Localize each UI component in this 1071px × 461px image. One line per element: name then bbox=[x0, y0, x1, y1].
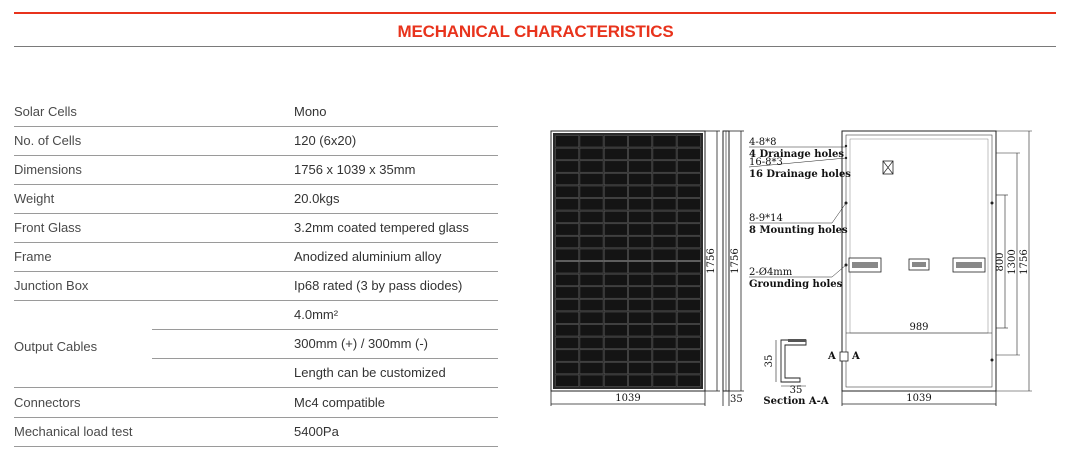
svg-text:16-8*3: 16-8*3 bbox=[749, 157, 783, 168]
spec-label: Junction Box bbox=[14, 278, 89, 293]
solar-cell bbox=[677, 249, 700, 260]
solar-cell bbox=[604, 161, 627, 172]
spec-label: Dimensions bbox=[14, 162, 82, 177]
solar-cell bbox=[604, 325, 627, 336]
front-view bbox=[551, 131, 705, 391]
solar-cell bbox=[604, 173, 627, 184]
solar-cell bbox=[556, 362, 579, 373]
solar-cell bbox=[653, 211, 676, 222]
front-width-dim: 1039 bbox=[615, 393, 641, 404]
solar-cell bbox=[629, 312, 652, 323]
solar-cell bbox=[653, 161, 676, 172]
solar-cell bbox=[580, 249, 603, 260]
solar-cell bbox=[653, 148, 676, 159]
back-view bbox=[842, 131, 996, 391]
back-dim-989: 989 bbox=[909, 322, 929, 333]
solar-cell bbox=[556, 211, 579, 222]
solar-cell bbox=[556, 287, 579, 298]
solar-cell bbox=[556, 173, 579, 184]
solar-cell bbox=[580, 148, 603, 159]
solar-cell bbox=[629, 262, 652, 273]
solar-cell bbox=[629, 173, 652, 184]
solar-cell bbox=[604, 299, 627, 310]
spec-label: Mechanical load test bbox=[14, 424, 133, 439]
solar-cell bbox=[604, 350, 627, 361]
solar-cell bbox=[629, 211, 652, 222]
solar-cell bbox=[653, 350, 676, 361]
solar-cell bbox=[677, 186, 700, 197]
solar-cell bbox=[556, 299, 579, 310]
spec-value: 300mm (+) / 300mm (-) bbox=[294, 336, 428, 351]
solar-cell bbox=[580, 161, 603, 172]
solar-cell bbox=[677, 211, 700, 222]
solar-cell bbox=[556, 236, 579, 247]
solar-cell bbox=[604, 362, 627, 373]
solar-cell bbox=[629, 236, 652, 247]
solar-cell bbox=[629, 161, 652, 172]
solar-cell bbox=[580, 262, 603, 273]
back-dim-1756: 1756 bbox=[1019, 249, 1030, 275]
solar-cell bbox=[629, 199, 652, 210]
back-dim-1300: 1300 bbox=[1007, 249, 1018, 275]
callout-drainage-b bbox=[749, 157, 851, 180]
solar-cell bbox=[604, 211, 627, 222]
solar-cell bbox=[677, 337, 700, 348]
spec-value: 3.2mm coated tempered glass bbox=[294, 220, 469, 235]
solar-cell bbox=[604, 148, 627, 159]
solar-cell bbox=[677, 136, 700, 147]
solar-cell bbox=[604, 199, 627, 210]
solar-cell bbox=[653, 224, 676, 235]
solar-cell bbox=[604, 224, 627, 235]
solar-cell bbox=[677, 325, 700, 336]
solar-cell bbox=[580, 337, 603, 348]
spec-value: Length can be customized bbox=[294, 365, 446, 380]
svg-text:8-9*14: 8-9*14 bbox=[749, 213, 783, 224]
solar-cell bbox=[604, 274, 627, 285]
spec-value: Anodized aluminium alloy bbox=[294, 249, 442, 264]
solar-cell bbox=[580, 299, 603, 310]
side-depth-dim: 35 bbox=[730, 394, 743, 405]
solar-cell bbox=[580, 173, 603, 184]
spec-value: 120 (6x20) bbox=[294, 133, 357, 148]
solar-cell bbox=[629, 274, 652, 285]
solar-cell bbox=[604, 375, 627, 386]
solar-cell bbox=[580, 287, 603, 298]
svg-text:8 Mounting holes: 8 Mounting holes bbox=[749, 225, 848, 236]
solar-cell bbox=[677, 350, 700, 361]
solar-cell bbox=[629, 362, 652, 373]
spec-value: 4.0mm² bbox=[294, 307, 339, 322]
section-label: Section A-A bbox=[763, 396, 829, 407]
callout-grounding bbox=[749, 265, 846, 290]
svg-text:4 Drainage holes: 4 Drainage holes bbox=[749, 149, 844, 160]
solar-cell bbox=[677, 199, 700, 210]
spec-value: 20.0kgs bbox=[294, 191, 340, 206]
spec-label: No. of Cells bbox=[14, 133, 82, 148]
solar-cell bbox=[580, 375, 603, 386]
solar-cell bbox=[604, 136, 627, 147]
solar-cell bbox=[653, 337, 676, 348]
solar-cell bbox=[653, 375, 676, 386]
spec-label: Front Glass bbox=[14, 220, 82, 235]
solar-cell bbox=[629, 287, 652, 298]
solar-cell bbox=[580, 136, 603, 147]
spec-value: Mono bbox=[294, 104, 327, 119]
solar-cell bbox=[677, 312, 700, 323]
svg-text:Grounding holes: Grounding holes bbox=[749, 279, 843, 290]
solar-cell bbox=[556, 148, 579, 159]
back-dim-1039: 1039 bbox=[906, 393, 932, 404]
side-view bbox=[723, 131, 729, 391]
solar-cell bbox=[556, 186, 579, 197]
svg-text:4-8*8: 4-8*8 bbox=[749, 137, 777, 148]
solar-cell bbox=[653, 262, 676, 273]
solar-cell bbox=[677, 299, 700, 310]
solar-cell bbox=[653, 362, 676, 373]
solar-cell bbox=[604, 262, 627, 273]
solar-cell bbox=[629, 350, 652, 361]
solar-cell bbox=[629, 337, 652, 348]
solar-cell bbox=[556, 136, 579, 147]
solar-cell bbox=[556, 375, 579, 386]
section-height-dim: 35 bbox=[764, 354, 775, 368]
solar-cell bbox=[629, 224, 652, 235]
solar-cell bbox=[556, 224, 579, 235]
section-width-dim: 35 bbox=[789, 385, 803, 396]
solar-cell bbox=[653, 312, 676, 323]
spec-value: Ip68 rated (3 by pass diodes) bbox=[294, 278, 463, 293]
solar-cell bbox=[556, 262, 579, 273]
solar-cell bbox=[604, 312, 627, 323]
solar-cell bbox=[556, 337, 579, 348]
spec-value: Mc4 compatible bbox=[294, 395, 386, 410]
callout-mounting bbox=[749, 203, 848, 236]
solar-cell bbox=[629, 148, 652, 159]
solar-cell bbox=[653, 249, 676, 260]
solar-cell bbox=[653, 199, 676, 210]
side-height-dim: 1756 bbox=[730, 248, 741, 274]
solar-cell bbox=[653, 186, 676, 197]
solar-cell bbox=[677, 262, 700, 273]
solar-cell bbox=[629, 249, 652, 260]
solar-cell bbox=[653, 173, 676, 184]
spec-label-output-cables: Output Cables bbox=[14, 339, 98, 354]
solar-cell bbox=[556, 249, 579, 260]
solar-cell bbox=[556, 312, 579, 323]
solar-cell bbox=[580, 186, 603, 197]
solar-cell bbox=[604, 236, 627, 247]
solar-cell bbox=[653, 325, 676, 336]
solar-cell bbox=[677, 161, 700, 172]
solar-cell bbox=[677, 274, 700, 285]
solar-cell bbox=[604, 287, 627, 298]
solar-cell bbox=[580, 236, 603, 247]
solar-cell bbox=[677, 173, 700, 184]
solar-cell bbox=[580, 199, 603, 210]
spec-value: 1756 x 1039 x 35mm bbox=[294, 162, 416, 177]
solar-cell bbox=[629, 325, 652, 336]
solar-cell bbox=[629, 375, 652, 386]
solar-cell bbox=[580, 362, 603, 373]
solar-cell bbox=[580, 224, 603, 235]
solar-cell bbox=[604, 186, 627, 197]
section-mark-a-left: A bbox=[828, 351, 836, 362]
solar-cell bbox=[677, 287, 700, 298]
solar-cell bbox=[580, 211, 603, 222]
solar-cell bbox=[556, 325, 579, 336]
solar-cell bbox=[580, 274, 603, 285]
front-height-dim: 1756 bbox=[706, 248, 717, 274]
solar-cell bbox=[677, 236, 700, 247]
solar-cell bbox=[580, 312, 603, 323]
solar-cell bbox=[653, 274, 676, 285]
solar-cell bbox=[653, 236, 676, 247]
solar-cell bbox=[677, 362, 700, 373]
spec-label: Connectors bbox=[14, 395, 81, 410]
solar-cell bbox=[629, 186, 652, 197]
svg-text:16 Drainage holes: 16 Drainage holes bbox=[749, 169, 851, 180]
solar-cell bbox=[629, 136, 652, 147]
solar-cell bbox=[653, 299, 676, 310]
solar-cell bbox=[580, 325, 603, 336]
solar-cell bbox=[604, 337, 627, 348]
solar-cell bbox=[556, 161, 579, 172]
section-title: MECHANICAL CHARACTERISTICS bbox=[397, 22, 674, 41]
solar-cell bbox=[677, 148, 700, 159]
spec-label: Frame bbox=[14, 249, 52, 264]
solar-cell bbox=[629, 299, 652, 310]
spec-label: Weight bbox=[14, 191, 55, 206]
solar-cell bbox=[677, 224, 700, 235]
solar-cell bbox=[604, 249, 627, 260]
solar-cell bbox=[556, 199, 579, 210]
solar-cell bbox=[556, 274, 579, 285]
section-marker bbox=[827, 351, 860, 362]
solar-cell bbox=[653, 287, 676, 298]
svg-text:2-Ø4mm: 2-Ø4mm bbox=[749, 267, 793, 278]
solar-cell bbox=[556, 350, 579, 361]
section-mark-a-right: A bbox=[852, 351, 860, 362]
solar-cell bbox=[653, 136, 676, 147]
back-dim-800: 800 bbox=[995, 252, 1006, 272]
solar-cell bbox=[580, 350, 603, 361]
solar-cell bbox=[677, 375, 700, 386]
section-a-a bbox=[763, 339, 828, 407]
spec-value: 5400Pa bbox=[294, 424, 339, 439]
spec-label: Solar Cells bbox=[14, 104, 77, 119]
